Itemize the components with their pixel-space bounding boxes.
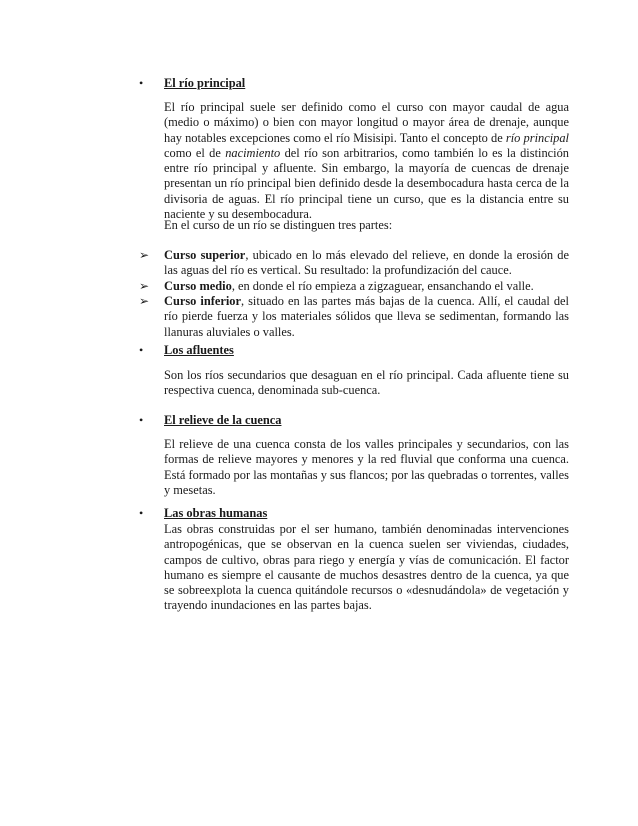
- bullet-glyph: •: [139, 506, 144, 520]
- paragraph-intro: En el curso de un río se distinguen tres partes:: [164, 218, 393, 232]
- section-heading: El relieve de la cuenca: [164, 413, 282, 427]
- paragraph: [164, 100, 569, 222]
- list-item-term: Curso medio: [164, 279, 232, 293]
- paragraph-text: del río son arbitrarios, como también lo es la distinción entre río principal y afluente. Sin embargo, la mayoría de cuencas de drenaje presentan un río principal bien definido desde la desembocadura hasta cerca de la divisoria de aguas. El río principal tiene un curso, que es la distancia entre su naciente y su desembocadura.: [164, 145, 569, 222]
- list-item-term: Curso inferior: [164, 294, 241, 308]
- paragraph-text: como el de: [164, 145, 226, 160]
- bullet-glyph: •: [139, 343, 144, 357]
- arrow-bullet-glyph: ➢: [139, 294, 150, 308]
- list-item-text: , ubicado en lo más elevado del relieve, en donde la erosión de las aguas del río es vertical. Su resultado: la profundización del cauce.: [164, 248, 569, 278]
- list-item-term: Curso superior: [164, 248, 246, 262]
- list-item-text: , situado en las partes más bajas de la cuenca. Allí, el caudal del río pierde fuerza y los materiales sólidos que lleva se sedimentan, formando las llanuras aluviales o valles.: [164, 294, 569, 339]
- paragraph: Son los ríos secundarios que desaguan en el río principal. Cada afluente tiene su respectiva cuenca, denominada sub-cuenca.: [164, 368, 569, 398]
- arrow-bullet-glyph: ➢: [139, 248, 150, 262]
- emphasis-text: nacimiento: [225, 145, 281, 160]
- bullet-glyph: •: [139, 76, 144, 90]
- list-item-text: , en donde el río empieza a zigzaguear, ensanchando el valle.: [231, 279, 534, 293]
- section-heading: El río principal: [164, 76, 246, 90]
- arrow-bullet-glyph: ➢: [139, 279, 150, 293]
- section-heading: Las obras humanas: [164, 506, 268, 520]
- list-item-curso-inferior: [164, 294, 569, 340]
- section-heading: Los afluentes: [164, 343, 234, 357]
- paragraph-text: El río principal suele ser definido como el curso con mayor caudal de agua (medio o máximo) o bien con mayor longitud o mayor área de drenaje, aunque hay notables excepciones como el río Misisipi. Tanto el concepto de: [164, 100, 569, 145]
- list-item-curso-superior: [164, 248, 569, 279]
- emphasis-text: río principal: [505, 130, 569, 145]
- bullet-glyph: •: [139, 413, 144, 427]
- list-item-curso-medio: [164, 279, 569, 294]
- paragraph: El relieve de una cuenca consta de los valles principales y secundarios, con las formas de relieve mayores y menores y la red fluvial que conforma una cuenca. Está formado por las montañas y sus flancos; por las quebradas o torrentes, valles y mesetas.: [164, 437, 569, 497]
- paragraph: Las obras construidas por el ser humano, también denominadas intervenciones antropogénicas, que se observan en la cuenca suelen ser viviendas, ciudades, campos de cultivo, obras para riego y energía y vías de comunicación. El factor humano es siempre el causante de muchos desastres dentro de la cuenca, ya que se sobreexplota la cuenca quitándole recursos o «desnudándola» de vegetación y trayendo inundaciones en las partes bajas.: [164, 522, 569, 613]
